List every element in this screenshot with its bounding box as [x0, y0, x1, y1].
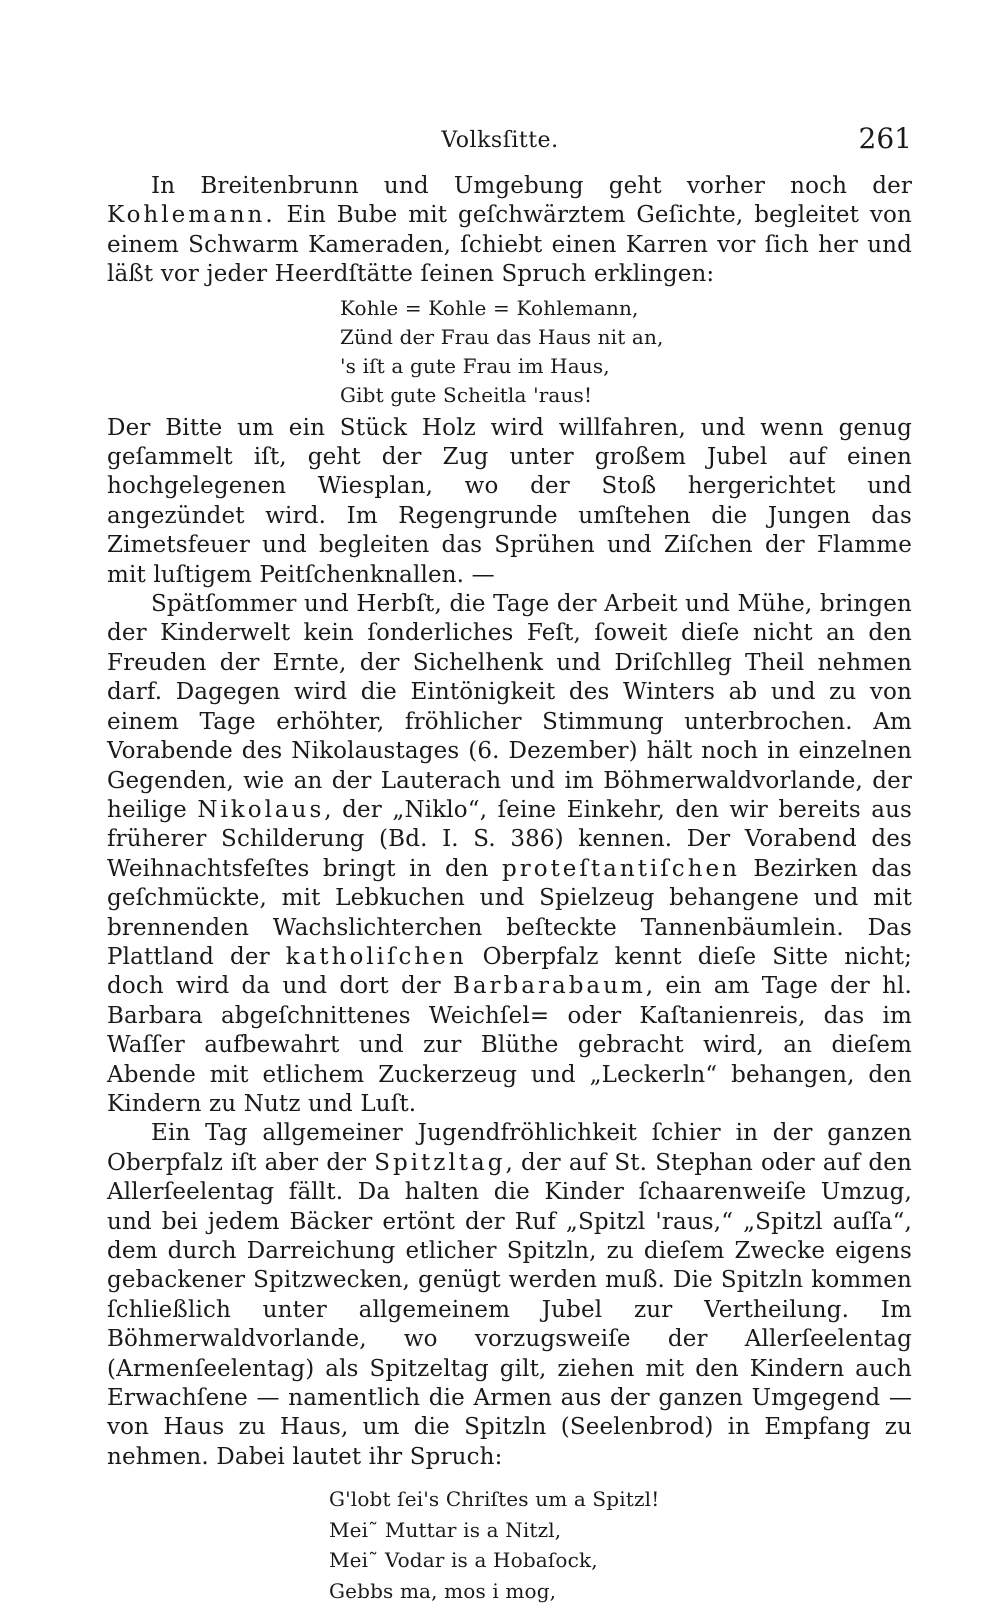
paragraph-text: Ein Bube mit geſchwärztem Geſichte, begleitet von einem Schwarm Kameraden, ſchiebt einen Karren vor ſich her und läßt vor jeder Heerdſtätte ſeinen Spruch erklingen: — [107, 202, 912, 288]
paragraph-text: , ein am Tage der hl. Barbara abgeſchnittenes Weichſel= oder Kaſtanienreis, das im Waſſer aufbewahrt und zur Blüthe gebracht wird, an dieſem Abende mit etlichem Zuckerzeug und „Leckerln“ behangen, den Kindern zu Nutz und Luſt. — [107, 973, 912, 1117]
verse-line: Zünd der Frau das Haus nit an, — [340, 324, 664, 349]
page-number: 261 — [858, 122, 912, 155]
verse-spitzl — [329, 1484, 912, 1606]
paragraph-text: Oberpfalz kennt dieſe Sitte nicht; doch wird da und dort der — [107, 943, 912, 1000]
verse-line: G'lobt ſei's Chriſtes um a Spitzl! — [329, 1487, 660, 1512]
verse-line: 's iſt a gute Frau im Haus, — [340, 353, 610, 378]
verse-kohlemann — [340, 294, 912, 410]
paragraph-text: , der auf St. Stephan oder auf den Allerſeelentag fällt. Da halten die Kinder ſchaarenweiſe Umzug, und bei jedem Bäcker ertönt der Ruf „Spitzl 'raus,“ „Spitzl auſſa“, dem durch Darreichung etlicher Spitzln, zu dieſem Zwecke eigens gebackener Spitzwecken, genügt werden muß. Die Spitzln kommen ſchließlich unter allgemeinem Jubel zur Vertheilung. Im Böhmerwaldvorlande, wo vorzugsweiſe der Allerſeelentag (Armenſeelentag) als Spitzeltag gilt, ziehen mit den Kindern auch Erwachſene — namentlich die Armen aus der ganzen Umgegend — von Haus zu Haus, um die Spitzln (Seelenbrod) in Empfang zu nehmen. Dabei lautet ihr Spruch: — [107, 1149, 912, 1470]
paragraph-spitzltag — [107, 1119, 912, 1472]
emphasized-term: Barbarabaum — [452, 973, 646, 1000]
paragraph-text: , der „Niklo“, ſeine Einkehr, den wir bereits aus früherer Schilderung (Bd. I. S. 386) kennen. Der Vorabend des Weihnachtsfeſtes bringt in den — [107, 796, 912, 882]
paragraph-herbst — [107, 590, 912, 1119]
emphasized-term: Spitzltag — [374, 1149, 506, 1176]
emphasized-term: katholiſchen — [285, 943, 467, 970]
verse-line: Gebbs ma, mos i mog, — [329, 1578, 557, 1603]
verse-line: Mei˜ Vodar is a Hobaſock, — [329, 1548, 598, 1573]
paragraph-text: Ein Tag allgemeiner Jugendfröhlichkeit ſchier in der ganzen Oberpfalz iſt aber der — [107, 1120, 912, 1176]
emphasized-term: Kohlemann. — [107, 202, 276, 229]
emphasized-term: proteſtantiſchen — [502, 855, 740, 882]
running-title: Volksſitte. — [441, 128, 559, 153]
verse-line: Gibt gute Scheitla 'raus! — [340, 382, 593, 407]
paragraph-holz: Der Bitte um ein Stück Holz wird willfahren, und wenn genug geſammelt iſt, geht der Zug unter großem Jubel auf einen hochgelegenen Wiesplan, wo der Stoß hergerichtet und angezündet wird. Im Regengrunde umſtehen die Jungen das Zimetsfeuer und begleiten das Sprühen und Ziſchen der Flamme mit luſtigem Peitſchenknallen. — — [107, 414, 912, 588]
body-text — [107, 172, 912, 1610]
verse-line: Mei˜ Muttar is a Nitzl, — [329, 1517, 562, 1542]
emphasized-term: Nikolaus — [197, 796, 325, 823]
running-head — [0, 122, 1000, 162]
paragraph-text: Spätſommer und Herbſt, die Tage der Arbeit und Mühe, bringen der Kinderwelt kein ſonderliches Feſt, ſoweit dieſe nicht an den Freuden der Ernte, der Sichelhenk und Driſchlleg Theil nehmen darf. Dagegen wird die Eintönigkeit des Winters ab und zu von einem Tage erhöhter, fröhlicher Stimmung unterbrochen. Am Vorabende des Nikolaustages (6. Dezember) hält noch in einzelnen Gegenden, wie an der Lauterach und im Böhmerwaldvorlande, der heilige — [107, 591, 912, 823]
verse-line: Kohle = Kohle = Kohlemann, — [340, 295, 639, 320]
paragraph-kohlemann — [107, 172, 912, 290]
paragraph-text: Bezirken das geſchmückte, mit Lebkuchen und Spielzeug behangene und mit brennenden Wachslichterchen beſteckte Tannenbäumlein. Das Plattland der — [107, 855, 913, 970]
paragraph-text: In Breitenbrunn und Umgebung geht vorher noch der — [151, 173, 912, 199]
